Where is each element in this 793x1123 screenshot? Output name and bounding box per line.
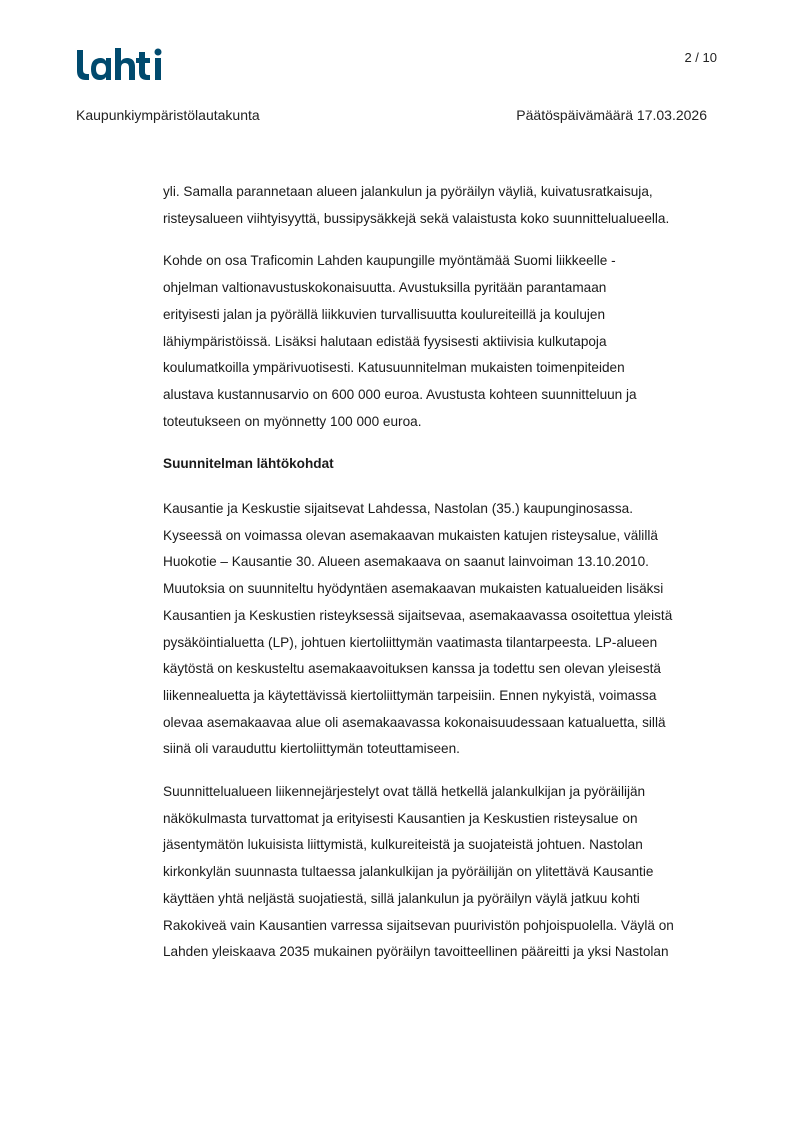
section-heading: Suunnitelman lähtökohdat [163,456,334,472]
text-line: Muutoksia on suunniteltu hyödyntäen asemakaavan mukaisten katualueiden lisäksi [163,581,664,597]
text-line: toteutukseen on myönnetty 100 000 euroa. [163,413,422,429]
text-line: jäsentymätön lukuisista liittymistä, kulkureiteistä ja suojateistä johtuen. Nastolan [163,837,643,853]
text-line: Suunnittelualueen liikennejärjestelyt ovat tällä hetkellä jalankulkijan ja pyöräilijän [163,784,646,800]
text-line: Lahden yleiskaava 2035 mukainen pyöräilyn tavoitteellinen pääreitti ja yksi Nastolan [163,944,669,960]
text-line: koulumatkoilla ympärivuotisesti. Katusuunnitelman mukaisten toimenpiteiden [163,360,625,376]
paragraph-1 [163,179,723,232]
committee-name: Kaupunkiympäristölautakunta [76,107,260,123]
paragraph-3 [163,496,723,763]
lahti-logo [75,44,170,84]
text-line: Kausantie ja Keskustie sijaitsevat Lahdessa, Nastolan (35.) kaupunginosassa. [163,501,634,517]
text-line: olevaa asemakaavaa alue oli asemakaavassa kokonaisuudessaan katualuetta, sillä [163,714,666,730]
page-number: 2 / 10 [684,50,717,65]
text-line: Huokotie – Kausantie 30. Alueen asemakaava on saanut lainvoiman 13.10.2010. [163,554,649,570]
decision-date: Päätöspäivämäärä 17.03.2026 [516,107,707,123]
text-line: lähiympäristöissä. Lisäksi halutaan edistää fyysisesti aktiivisia kulkutapoja [163,333,607,349]
text-line: Kausantien ja Keskustien risteyksessä sijaitsevaa, asemakaavassa osoitettua yleistä [163,607,673,623]
text-line: pysäköintialuetta (LP), johtuen kiertoliittymän vaatimasta tilantarpeesta. LP-alueen [163,634,658,650]
text-line: Kyseessä on voimassa olevan asemakaavan mukaisten katujen risteysalue, välillä [163,527,658,543]
text-line: liikennealuetta ja käytettävissä kiertoliittymän tarpeisiin. Ennen nykyistä, voimassa [163,687,657,703]
text-line: käytöstä on keskusteltu asemakaavoituksen kanssa ja todettu sen olevan yleisestä [163,661,661,677]
text-line: kirkonkylän suunnasta tultaessa jalankulkijan ja pyöräilijän on ylitettävä Kausantie [163,864,654,880]
paragraph-4 [163,779,723,966]
text-line: risteysalueen viihtyisyyttä, bussipysäkkejä sekä valaistusta koko suunnittelualueella. [163,210,670,226]
text-line: yli. Samalla parannetaan alueen jalankulun ja pyöräilyn väyliä, kuivatusratkaisuja, [163,184,653,199]
text-line: siinä oli varauduttu kiertoliittymän toteuttamiseen. [163,741,460,757]
text-line: Kohde on osa Traficomin Lahden kaupungille myöntämää Suomi liikkeelle - [163,253,616,269]
paragraph-2 [163,248,723,435]
text-line: erityisesti jalan ja pyörällä liikkuvien turvallisuutta koulureiteillä ja koulujen [163,306,606,322]
document-body [163,179,723,982]
text-line: käyttäen yhtä neljästä suojatiestä, sillä jalankulun ja pyöräilyn väylä jatkuu kohti [163,890,640,906]
text-line: näkökulmasta turvattomat ja erityisesti Kausantien ja Keskustien risteysalue on [163,810,638,826]
text-line: ohjelman valtionavustuskokonaisuutta. Avustuksilla pyritään parantamaan [163,280,607,296]
text-line: alustava kustannusarvio on 600 000 euroa. Avustusta kohteen suunnitteluun ja [163,386,637,402]
lahti-logo-icon [75,44,170,84]
text-line: Rakokiveä vain Kausantien varressa sijaitsevan puurivistön pohjoispuolella. Väylä on [163,917,674,933]
